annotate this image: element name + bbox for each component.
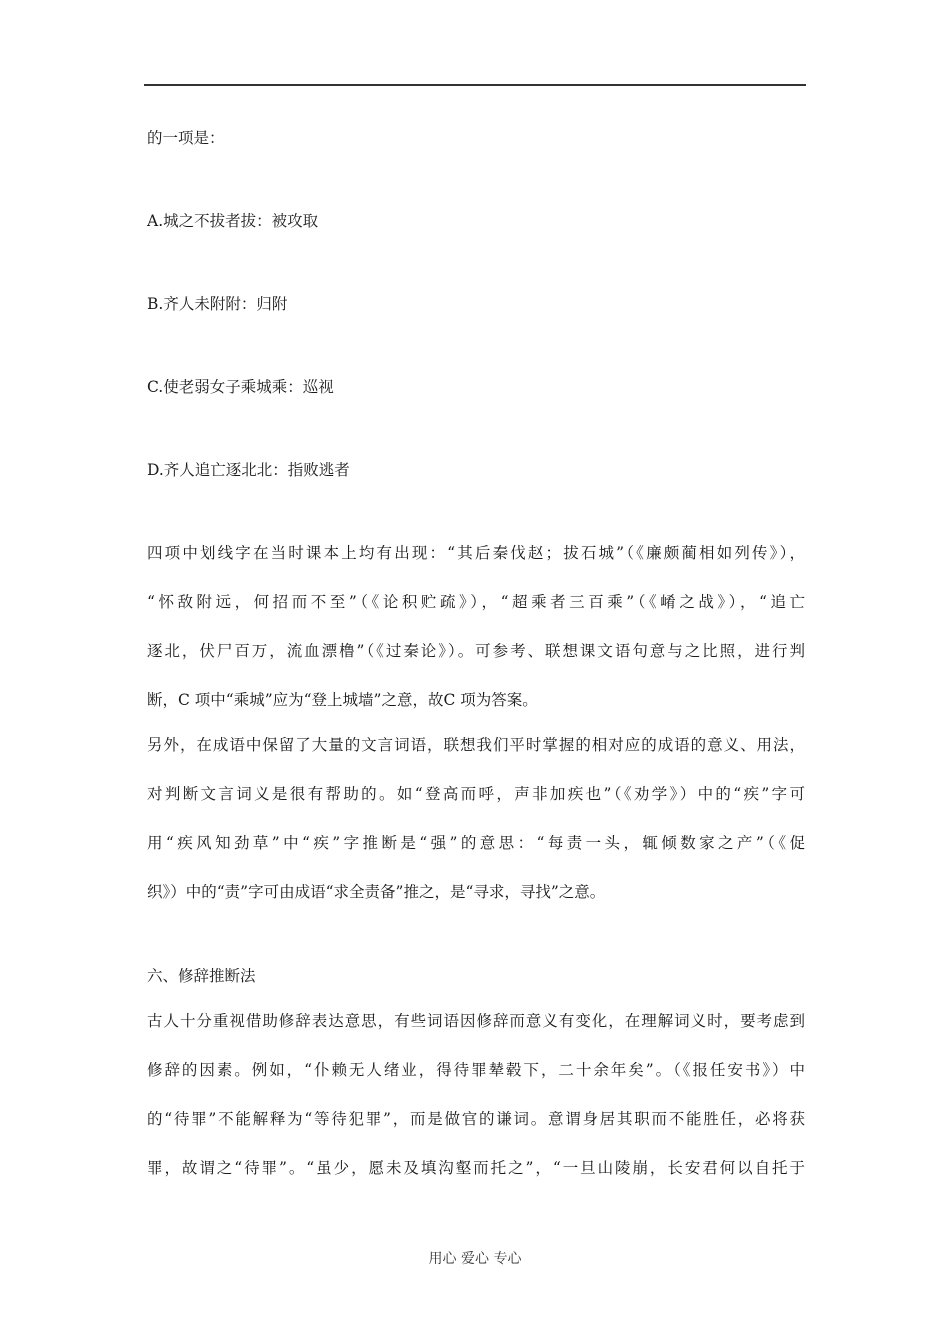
text-line: 另外，在成语中保留了大量的文言词语，联想我们平时掌握的相对应的成语的意义、用法， (147, 736, 805, 754)
text-line: 古人十分重视借助修辞表达意思，有些词语因修辞而意义有变化，在理解词义时，要考虑到 (147, 1012, 805, 1030)
header-rule (144, 84, 806, 86)
text-line: 逐北，伏尸百万，流血漂橹”（《过秦论》）。可参考、联想课文语句意与之比照，进行判 (147, 642, 805, 660)
text-line: 修辞的因素。例如，“仆赖无人绪业，得待罪辇毂下，二十余年矣”。（《报任安书》）中 (147, 1061, 805, 1079)
text-line: 用“疾风知劲草”中“疾”字推断是“强”的意思：“每责一头，辄倾数家之产”（《促 (147, 834, 805, 852)
page-footer: 用心 爱心 专心 (428, 1251, 522, 1267)
section-heading: 六、修辞推断法 (147, 967, 256, 985)
text-line: 的“待罪”不能解释为“等待犯罪”，而是做官的谦词。意谓身居其职而不能胜任，必将获 (147, 1110, 805, 1128)
option-b: B.齐人未附附：归附 (147, 295, 288, 313)
text-line: “怀敌附远，何招而不至”（《论积贮疏》），“超乘者三百乘”（《崤之战》），“追亡 (147, 593, 805, 611)
text-line: 罪，故谓之“待罪”。“虽少，愿未及填沟壑而托之”，“一旦山陵崩，长安君何以自托于 (147, 1159, 805, 1177)
text-line: 织》）中的“责”字可由成语“求全责备”推之，是“寻求，寻找”之意。 (147, 883, 606, 901)
text-line: 四项中划线字在当时课本上均有出现：“其后秦伐赵；拔石城”（《廉颇蔺相如列传》）， (147, 544, 805, 562)
text-line: 的一项是： (147, 129, 225, 147)
option-c: C.使老弱女子乘城乘：巡视 (147, 378, 334, 396)
option-d: D.齐人追亡逐北北：指败逃者 (147, 461, 350, 479)
option-a: A.城之不拔者拔：被攻取 (147, 212, 319, 230)
text-line: 断，C 项中“乘城”应为“登上城墙”之意，故C 项为答案。 (147, 691, 538, 709)
text-line: 对判断文言词义是很有帮助的。如“登高而呼，声非加疾也”（《劝学》）中的“疾”字可 (147, 785, 805, 803)
